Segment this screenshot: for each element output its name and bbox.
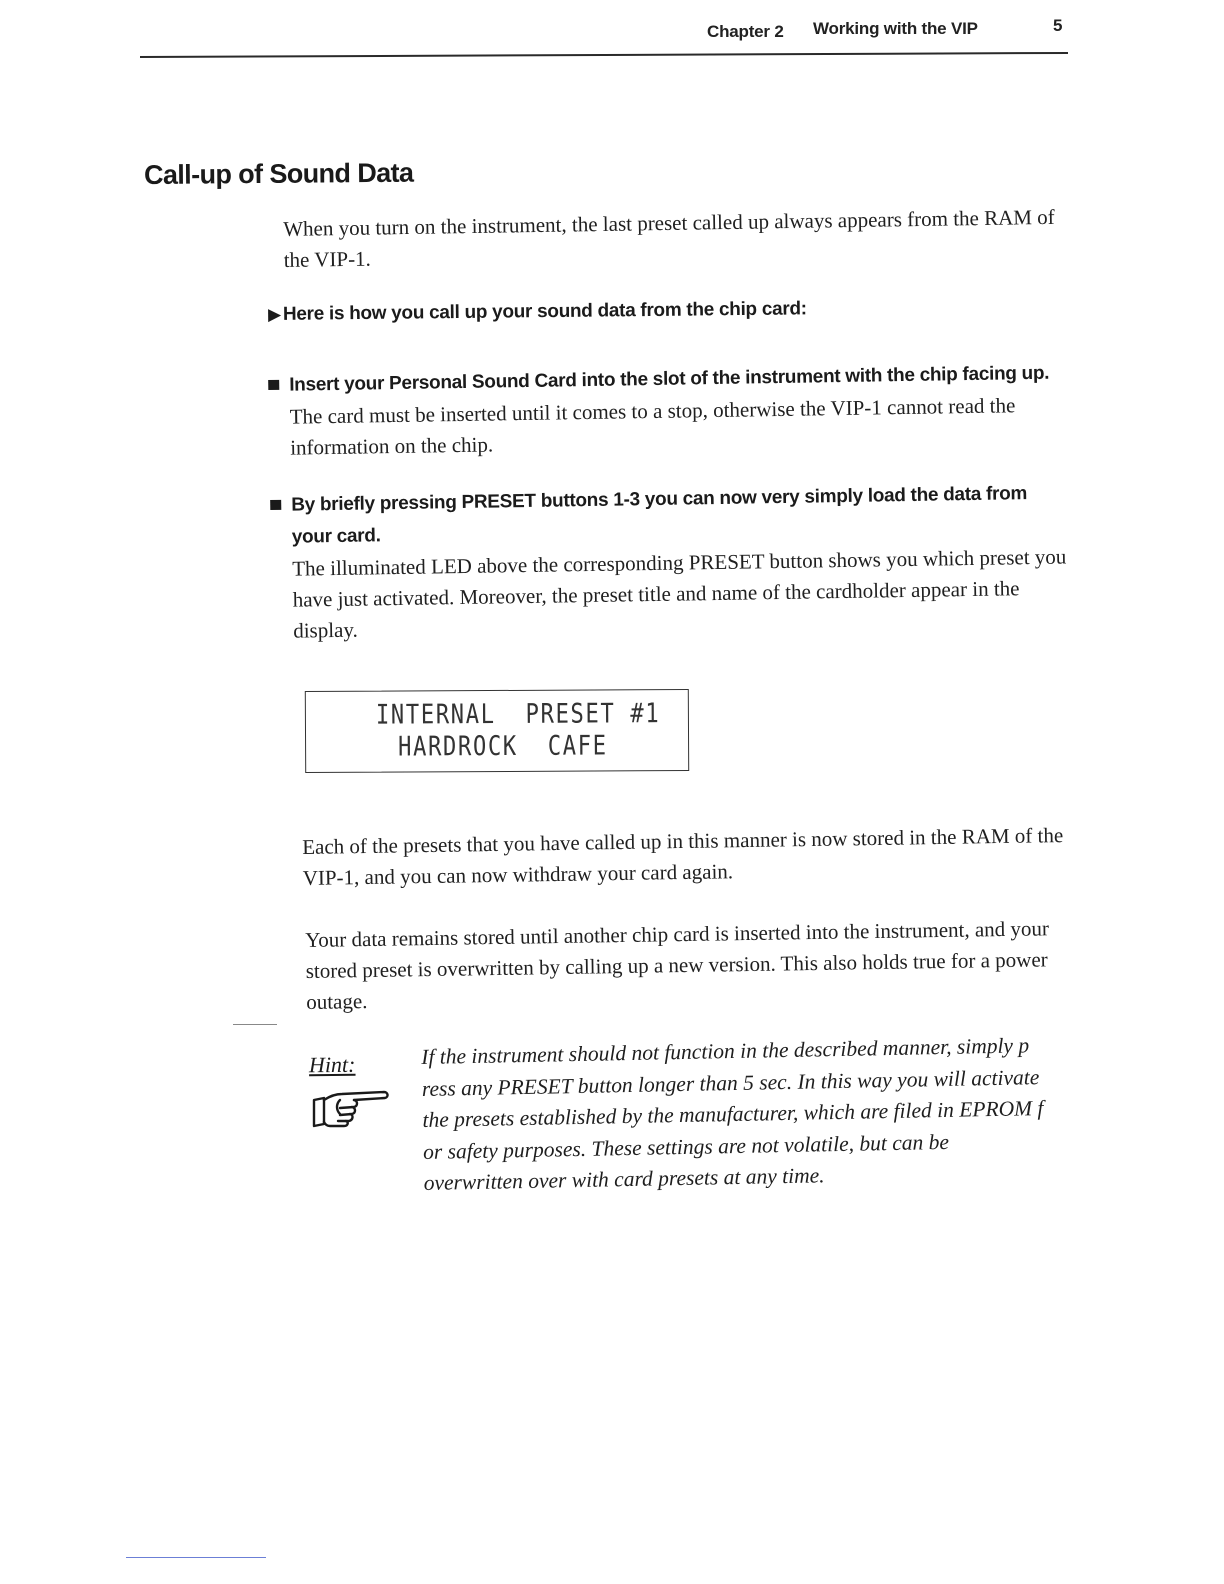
hint-line: or safety purposes. These settings are not volatile, but can be — [422, 1129, 950, 1164]
header-title: Working with the VIP — [813, 19, 978, 38]
paragraph-remains: Your data remains stored until another chip card is inserted into the instrument, and your stored preset is overwritten by calling up a new version. This also holds true for a power outage. — [305, 916, 1050, 1014]
margin-mark — [233, 1024, 277, 1025]
header-rule — [140, 52, 1068, 58]
hint-line: If the instrument should not function in the described manner, simply p — [421, 1033, 1030, 1069]
hint-line: ress any PRESET button longer than 5 sec. In this way you will activate — [421, 1064, 1040, 1101]
hint-text — [421, 1029, 1114, 1200]
triangle-arrow-icon: ▶ — [268, 304, 281, 324]
bullet-heading: By briefly pressing PRESET buttons 1-3 you can now very simply load the data from your card. — [291, 483, 1028, 548]
intro-paragraph: When you turn on the instrument, the last preset called up always appears from the RAM of the VIP-1. — [283, 204, 1055, 272]
bullet-body: The card must be inserted until it comes to a stop, otherwise the VIP-1 cannot read the information on the chip. — [289, 393, 1016, 460]
section-title: Call-up of Sound Data — [143, 157, 414, 190]
lcd-line-2: HARDROCK CAFE — [398, 730, 608, 763]
hint-line: overwritten over with card presets at any time. — [423, 1163, 825, 1195]
step-heading — [268, 298, 807, 326]
header-chapter: Chapter 2 — [707, 22, 784, 41]
pointing-hand-icon — [310, 1086, 390, 1130]
bullet-item — [270, 477, 1072, 647]
bullet-item — [268, 357, 1069, 464]
step-heading-text: Here is how you call up your sound data from the chip card: — [282, 298, 807, 325]
lcd-line-1: INTERNAL PRESET #1 — [375, 698, 661, 731]
square-bullet-icon — [268, 380, 279, 390]
running-header — [140, 16, 1068, 60]
paragraph-stored: Each of the presets that you have called up in this manner is now stored in the RAM of the VIP-1, and you can now withdraw your card again. — [302, 823, 1064, 890]
square-bullet-icon — [270, 500, 281, 510]
bullet-heading: Insert your Personal Sound Card into the slot of the instrument with the chip facing up. — [289, 362, 1050, 396]
bullet-body: The illuminated LED above the corresponding PRESET button shows you which preset you have just activated. Moreover, the preset title and name of the cardholder appear in the display. — [292, 544, 1067, 643]
page-number: 5 — [1053, 16, 1063, 35]
hint-label: Hint: — [308, 1051, 356, 1078]
footer-rule — [126, 1557, 266, 1558]
lcd-display — [305, 689, 689, 773]
hint-line: the presets established by the manufacturer, which are filed in EPROM f — [422, 1096, 1044, 1132]
